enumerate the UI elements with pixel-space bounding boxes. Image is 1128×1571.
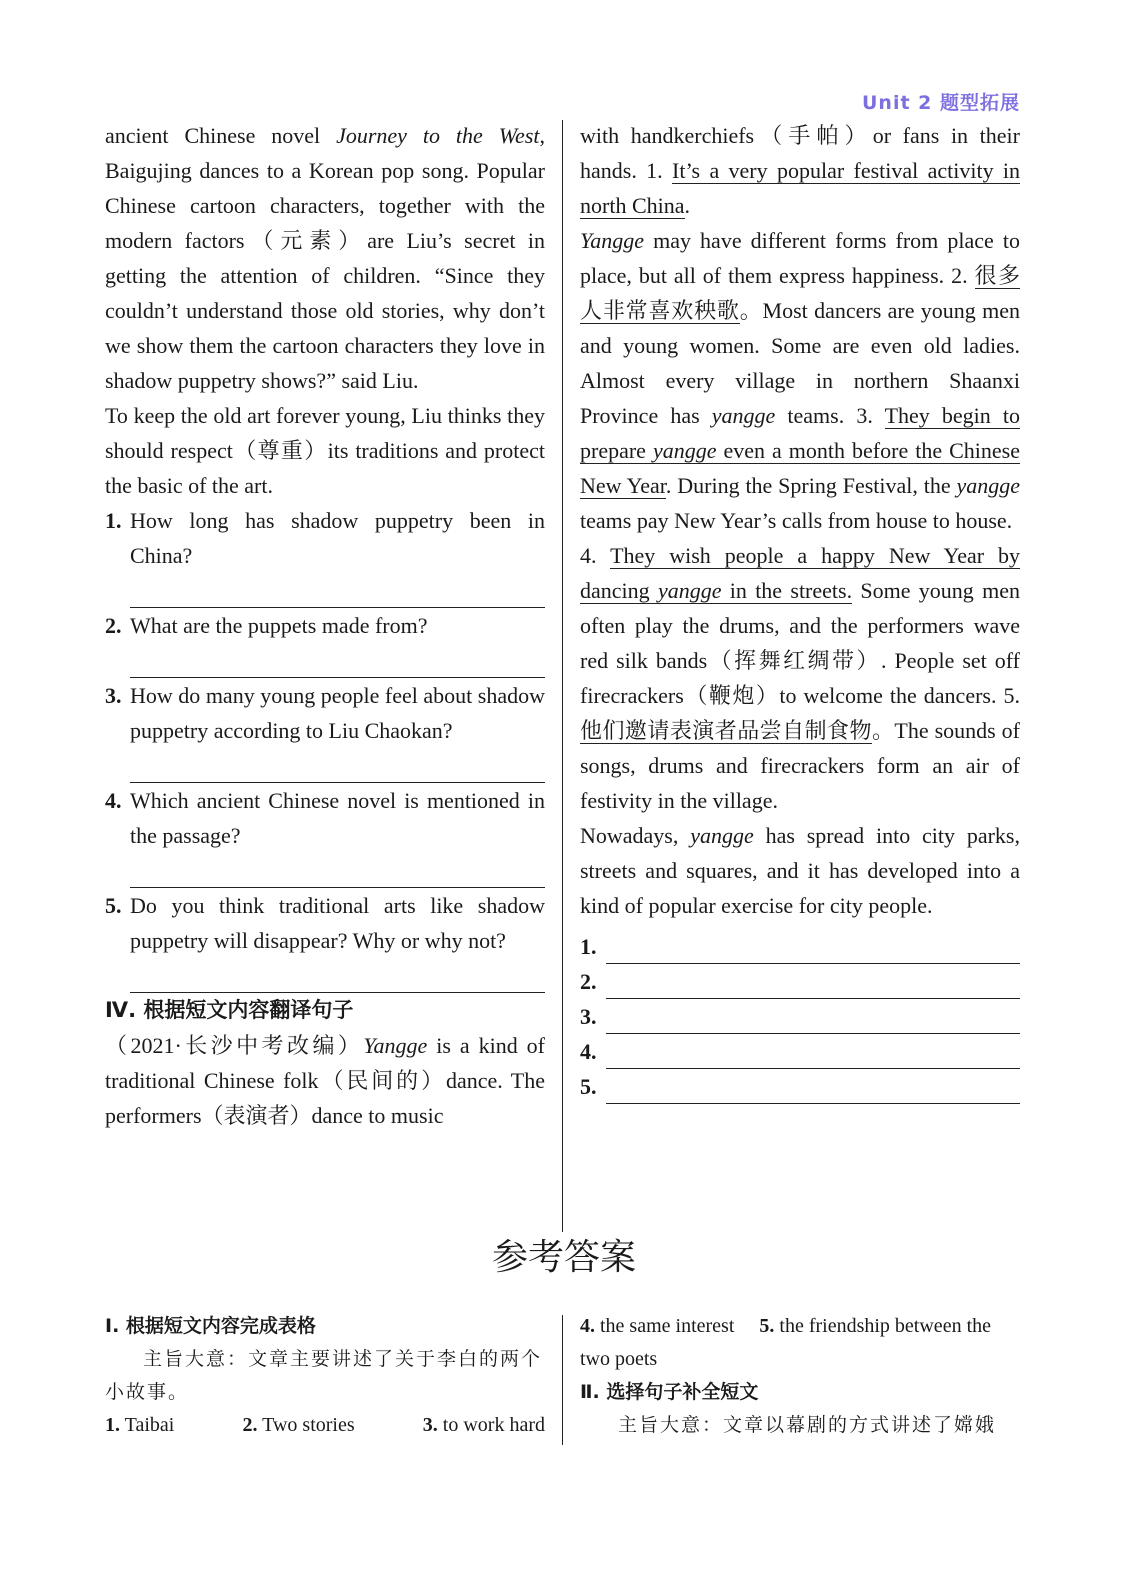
column-divider [562,120,563,1232]
answer-line[interactable] [580,1069,1020,1104]
answer-line-blank[interactable] [606,1044,1020,1069]
question-item [105,503,545,608]
passage-paragraph [580,118,1020,223]
answers-divider [562,1315,563,1445]
question-number: 2. [105,613,122,638]
text-run: may have different forms from place to place, but all of them express happiness. 2. [580,228,1020,288]
answer-number: 4. [580,1315,595,1337]
answer-line[interactable] [580,929,1020,964]
underlined-answer-text: They begin to prepare [580,403,1021,463]
passage-paragraph-1 [105,118,545,398]
answer-number: 5. [759,1315,775,1337]
answer-items [580,1310,1020,1376]
text-run: 4. [580,543,611,568]
section-iv-heading: Ⅳ. 根据短文内容翻译句子 [105,998,354,1022]
text-run: has spread into city parks, streets and squares, and it has developed into a kind of popular exercise for city people. [580,823,1020,918]
question-text: How long has shadow puppetry been in China? [130,508,545,568]
page-header: Unit 2 题型拓展 [862,92,1020,114]
answer-number: 1. [105,1414,120,1436]
underlined-answer-text: yangge [657,578,722,603]
text-run: teams. 3. [775,403,885,428]
italic-text: yangge [956,473,1020,498]
answer-section-heading: Ⅰ. 根据短文内容完成表格 [105,1315,316,1337]
text-run: is a kind of traditional Chinese folk（民间的）dance. The performers（表演者）dance to music [105,1033,545,1128]
question-number: 1. [105,508,122,533]
answer-items [105,1409,545,1442]
answer-line-blank[interactable] [606,1079,1020,1104]
question-text: Do you think traditional arts like shadow puppetry will disappear? Why or why not? [130,893,545,953]
text-run: teams pay New Year’s calls from house to house. [580,508,1013,533]
answer-line-number: 3. [580,1004,597,1029]
answer-line-blank[interactable] [606,939,1020,964]
question-text: Which ancient Chinese novel is mentioned in the passage? [130,788,545,848]
section-iv-intro [105,1028,545,1133]
italic-text: Yangge [580,228,644,253]
question-text: What are the puppets made from? [130,613,428,638]
question-item [105,783,545,888]
text-run: 。The sounds of songs, drums and firecrackers form an air of festivity in the village. [580,718,1020,813]
answers-title: 参考答案 [491,1237,636,1278]
underlined-answer-text: in the streets. [721,578,853,603]
left-column [105,118,545,1133]
question-list [105,503,545,993]
answer-line-number: 4. [580,1039,597,1064]
text-run: Nowadays, [580,823,691,848]
text-run: ancient Chinese novel [105,123,337,148]
text-run: . During the Spring Festival, the [665,473,957,498]
text-run: . [684,193,690,218]
question-number: 3. [105,683,122,708]
answer-item [105,1409,174,1442]
text-run: with handkerchiefs（手帕）or fans in their hands. 1. [580,123,1020,183]
italic-text: Journey to the West [336,123,540,148]
text-run: Some young men often play the drums, and the performers wave red silk bands（挥舞红绸带）. People set off firecrackers（鞭炮）to welcome the dancers. 5. [580,578,1020,708]
answer-item [580,1315,734,1337]
answer-summary: 主旨大意：文章以幕剧的方式讲述了嫦娥 [618,1415,997,1436]
answer-text: to work hard [442,1414,545,1436]
answer-number: 3. [422,1414,438,1436]
text-run: （2021·长沙中考改编） [105,1033,364,1058]
answer-item [423,1409,545,1442]
italic-text: Yangge [363,1033,428,1058]
answer-summary: 主旨大意：文章主要讲述了关于李白的两个小故事。 [105,1349,543,1403]
question-item [105,888,545,993]
italic-text: yangge [690,823,754,848]
answer-line[interactable] [580,1034,1020,1069]
answer-text: the same interest [600,1315,735,1337]
answer-line[interactable] [580,999,1020,1034]
answer-item [243,1409,355,1442]
answer-line-number: 2. [580,969,597,994]
answer-line-number: 1. [580,934,597,959]
question-text: How do many young people feel about shadow puppetry according to Liu Chaokan? [130,683,545,743]
answer-text: Taibai [124,1414,175,1436]
passage-paragraph-2: To keep the old art forever young, Liu thinks they should respect（尊重）its traditions and protect the basic of the art. [105,403,545,498]
answer-line[interactable] [580,964,1020,999]
answer-text: Two stories [262,1414,355,1436]
answer-line-blank[interactable] [606,974,1020,999]
underlined-answer-text: 很多人非常喜欢秧歌 [580,263,1020,323]
italic-text: yangge [711,403,776,428]
underlined-answer-text: yangge [652,438,717,463]
question-number: 4. [105,788,122,813]
right-column [580,118,1020,1104]
text-run: , Baigujing dances to a Korean pop song. Popular Chinese cartoon characters, together with the modern factors（元素）are Liu’s secret in getting the attention of children. “Since they couldn’t understand those old stories, why don’t we show them the cartoon characters they love in shadow puppetry shows?” said Liu. [105,123,545,393]
answer-line-blank[interactable] [606,1009,1020,1034]
passage-paragraph [580,223,1020,538]
underlined-answer-text: It’s a very popular festival activity in north China [580,158,1021,218]
answer-text: the friendship between the two poets [580,1315,991,1370]
answer-lines [580,929,1020,1104]
passage-paragraph [580,818,1020,923]
answer-line-number: 5. [580,1074,597,1099]
answers-right [580,1310,1020,1442]
text-run: 。Most dancers are young men and young women. Some are even old ladies. Almost every village in northern Shaanxi Province has [580,298,1020,428]
underlined-answer-text: even a month before the Chinese New Year [580,438,1020,498]
answer-number: 2. [242,1414,258,1436]
underlined-answer-text: They wish people a happy New Year by dancing [580,543,1021,603]
underlined-answer-text: 他们邀请表演者品尝自制食物 [580,718,872,743]
question-number: 5. [105,893,122,918]
question-item [105,678,545,783]
question-item [105,608,545,678]
answers-left [105,1310,545,1442]
passage-paragraph [580,538,1020,818]
answer-section-heading: Ⅱ. 选择句子补全短文 [580,1381,759,1403]
